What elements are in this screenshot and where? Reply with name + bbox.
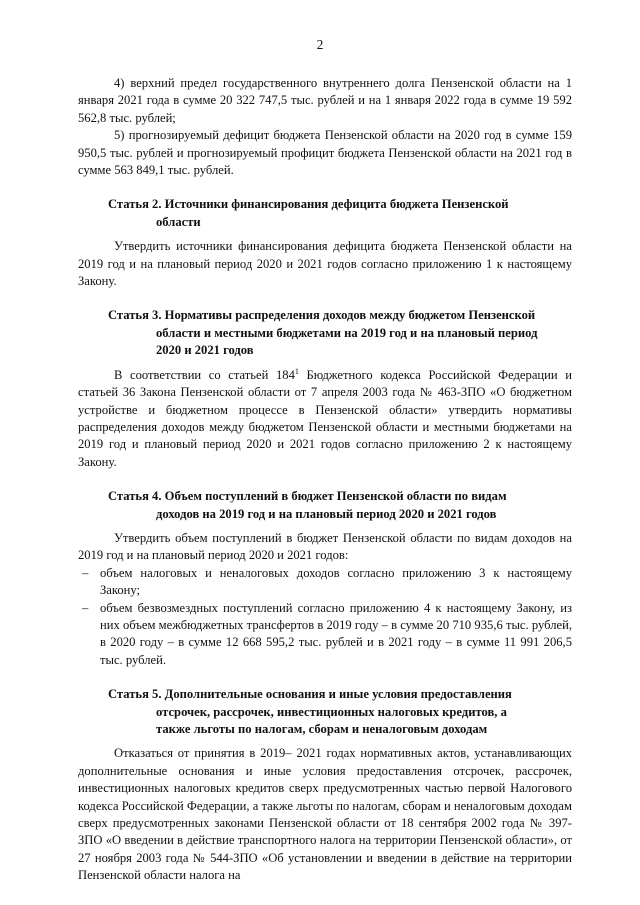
article-4-heading (78, 488, 572, 523)
article-2-title-line2: области (156, 214, 201, 229)
article-3-label: Статья 3. (108, 308, 162, 323)
article-3-title-line3: 2020 и 2021 годов (156, 343, 254, 358)
article-5-title-line2: отсрочек, рассрочек, инвестиционных налоговых кредитов, а (156, 704, 507, 719)
article-4-title-line1: Объем поступлений в бюджет Пензенской области по видам (164, 489, 507, 504)
article-5-title-line1: Дополнительные основания и иные условия предоставления (164, 687, 512, 702)
article-4-list (78, 565, 572, 669)
article-5-text: Отказаться от принятия в 2019– 2021 годах нормативных актов, устанавливающих дополнительные основания и иные условия предоставления отсрочек, рассрочек, инвестиционных налоговых кредитов сверх предусмотренных частью первой Налогового кодекса Российской Федерации, а также льготы по налогам, сборам и неналоговым доходам сверх предусмотренных законами Пензенской области от 18 сентября 2002 года № 397-ЗПО «О введении в действие транспортного налога на территории Пензенской области», от 27 ноября 2003 года № 544-ЗПО «Об установлении и введении в действие на территории Пензенской области налога на (78, 746, 572, 883)
article-2-heading (78, 196, 572, 231)
article-2-label: Статья 2. (108, 197, 162, 212)
document-body (78, 75, 572, 885)
article-5-label: Статья 5. (108, 687, 162, 702)
article-3-text (78, 367, 572, 471)
article-5-heading (78, 686, 572, 738)
dash-marker: – (82, 565, 89, 580)
article-3-title-line1: Нормативы распределения доходов между бюджетом Пензенской (164, 308, 536, 323)
paragraph-item-5: 5) прогнозируемый дефицит бюджета Пензенской области на 2020 год в сумме 159 950,5 тыс. рублей и прогнозируемый профицит бюджета Пензенской области на 2021 год в сумме 563 849,1 тыс. рублей. (78, 128, 572, 178)
list-item-text: объем безвозмездных поступлений согласно приложению 4 к настоящему Закону, из них объем межбюджетных трансфертов в 2019 году – в сумме 20 710 935,6 тыс. рублей, в 2020 году – в сумме 12 668 595,2 тыс. рублей и в 2021 году – в сумме 11 991 206,5 тыс. рублей. (100, 600, 572, 667)
list-item-text: объем налоговых и неналоговых доходов согласно приложению 3 к настоящему Закону; (100, 565, 572, 598)
article-2-text: Утвердить источники финансирования дефицита бюджета Пензенской области на 2019 год и на плановый период 2020 и 2021 годов согласно приложению 1 к настоящему Закону. (78, 239, 572, 289)
article-3-title-line2: области и местными бюджетами на 2019 год и на плановый период (156, 325, 538, 340)
article-4-title-line2: доходов на 2019 год и на плановый период 2020 и 2021 годов (156, 506, 497, 521)
article-3-text-part2: Бюджетного кодекса Российской Федерации и статьей 36 Закона Пензенской области от 7 апреля 2003 года № 463-ЗПО «О бюджетном устройстве и бюджетном процессе в Пензенской области» утвердить нормативы распределения доходов между бюджетом Пензенской области и местными бюджетами на 2019 год и плановый период 2020 и 2021 годов согласно приложению 2 к настоящему Закону. (78, 367, 572, 469)
article-4-text: Утвердить объем поступлений в бюджет Пензенской области по видам доходов на 2019 год и на плановый период 2020 и 2021 годов: (78, 530, 572, 563)
article-4-label: Статья 4. (108, 489, 162, 504)
article-3-superscript: 1 (294, 366, 299, 376)
article-3-text-part1: В соответствии со статьей 184 (114, 367, 295, 382)
list-item (78, 600, 572, 670)
article-3-heading (78, 307, 572, 359)
page-number: 2 (316, 37, 324, 52)
article-5-title-line3: также льготы по налогам, сборам и неналоговым доходам (156, 722, 488, 736)
list-item (78, 565, 572, 600)
paragraph-item-4: 4) верхний предел государственного внутреннего долга Пензенской области на 1 января 2021 года в сумме 20 322 747,5 тыс. рублей и на 1 января 2022 года в сумме 19 592 562,8 тыс. рублей; (78, 76, 572, 125)
article-2-title-line1: Источники финансирования дефицита бюджета Пензенской (164, 197, 509, 212)
dash-marker: – (82, 600, 89, 615)
